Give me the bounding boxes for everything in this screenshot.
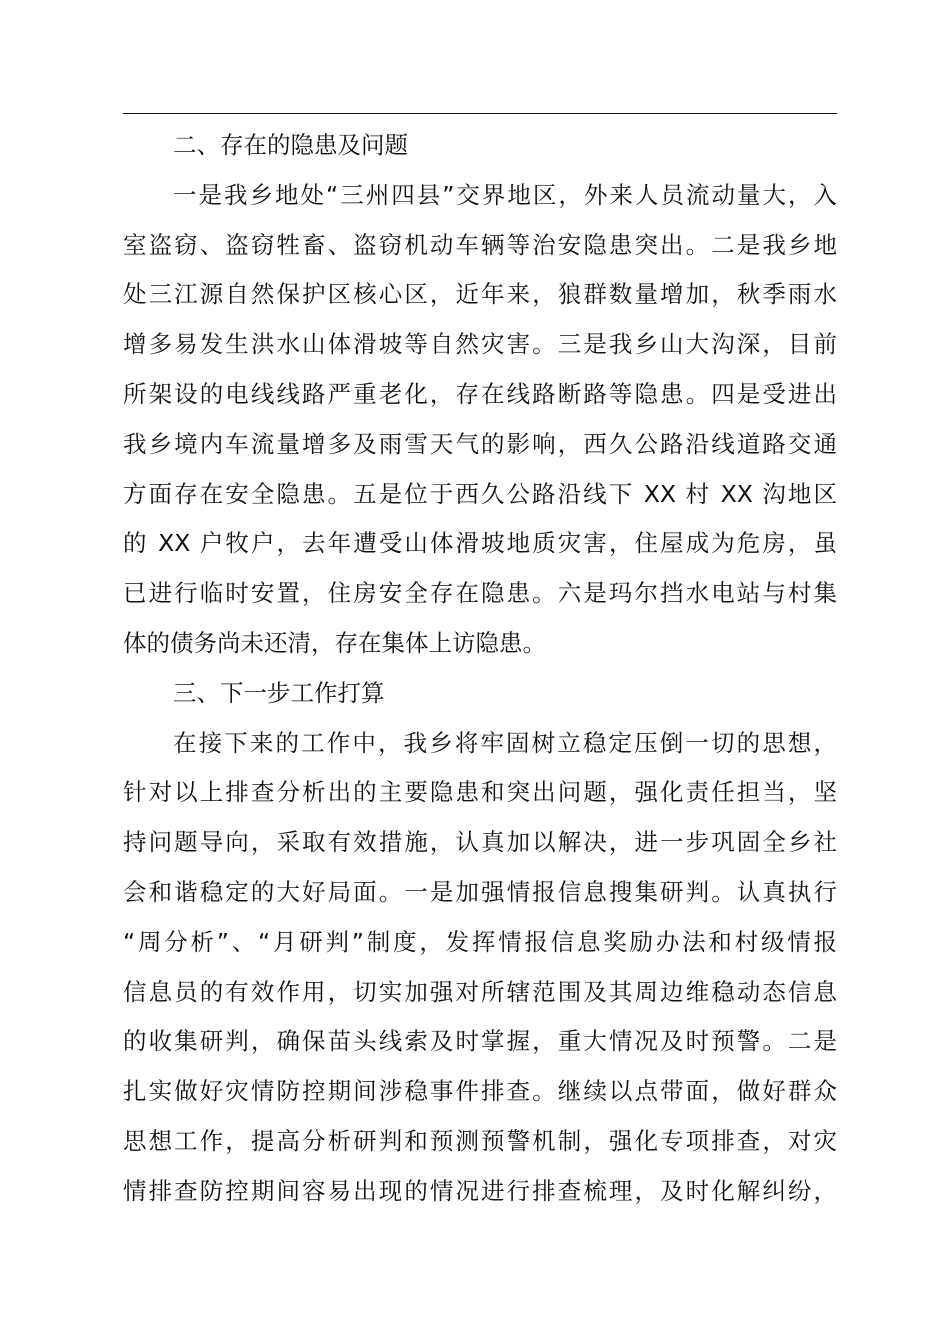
text-line-21: 思想工作，提高分析研判和预测预警机制，强化专项排查，对灾 [123,1126,837,1155]
text-line-15: 持问题导向，采取有效措施，认真加以解决，进一步巩固全乡社 [123,828,837,857]
header-rule [123,113,837,114]
text-line-3: 室盗窃、盗窃牲畜、盗窃机动车辆等治安隐患突出。二是我乡地 [123,230,837,259]
text-line-12: 三、下一步工作打算 [173,678,385,707]
text-line-1: 二、存在的隐患及问题 [173,131,408,159]
text-line-13: 在接下来的工作中，我乡将牢固树立稳定压倒一切的思想， [173,728,837,757]
text-line-7: 我乡境内车流量增多及雨雪天气的影响，西久公路沿线道路交通 [123,429,837,458]
text-line-10: 已进行临时安置，住房安全存在隐患。六是玛尔挡水电站与村集 [123,579,837,608]
text-line-16: 会和谐稳定的大好局面。一是加强情报信息搜集研判。认真执行 [123,877,837,906]
text-line-4: 处三江源自然保护区核心区，近年来，狼群数量增加，秋季雨水 [123,280,837,309]
text-line-2: 一是我乡地处“三州四县”交界地区，外来人员流动量大，入 [173,180,837,209]
text-line-19: 的收集研判，确保苗头线索及时掌握，重大情况及时预警。二是 [123,1027,837,1056]
text-line-11: 体的债务尚未还清，存在集体上访隐患。 [123,628,546,657]
text-line-22: 情排查防控期间容易出现的情况进行排查梳理，及时化解纠纷， [123,1176,837,1205]
text-line-5: 增多易发生洪水山体滑坡等自然灾害。三是我乡山大沟深，目前 [123,330,837,359]
text-line-9: 的 XX 户牧户，去年遭受山体滑坡地质灾害，住屋成为危房，虽 [123,529,837,558]
text-line-14: 针对以上排查分析出的主要隐患和突出问题，强化责任担当，坚 [123,778,837,807]
text-line-8: 方面存在安全隐患。五是位于西久公路沿线下 XX 村 XX 沟地区 [123,479,837,508]
text-line-18: 信息员的有效作用，切实加强对所辖范围及其周边维稳动态信息 [123,977,837,1006]
text-line-20: 扎实做好灾情防控期间涉稳事件排查。继续以点带面，做好群众 [123,1077,837,1106]
text-line-6: 所架设的电线线路严重老化，存在线路断路等隐患。四是受进出 [123,379,837,408]
body-text [123,121,837,1217]
text-line-17: “周分析”、“月研判”制度，发挥情报信息奖励办法和村级情报 [123,927,837,956]
